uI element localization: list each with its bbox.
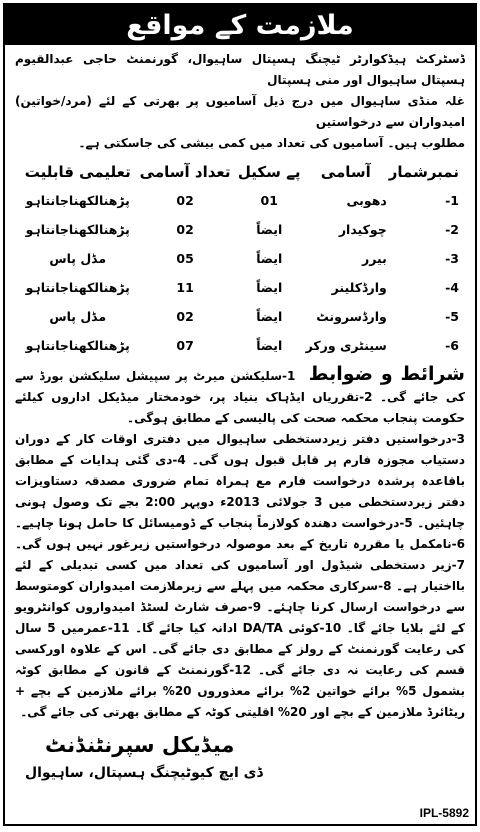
cell-pay-scale: 01 — [260, 193, 278, 208]
table-row — [20, 273, 460, 302]
page-title: ملازمت کے مواقع — [5, 5, 475, 45]
rule-item: 11-عمرمیں 5 سال کی رعایت گورنمنٹ کے رولز کے مطابق دی جائے گی۔ اس کے علاوہ اورکسی قسم کی رعایت نہ دی جائے گی۔ — [15, 621, 465, 677]
signatory-designation: میڈیکل سپرنٹنڈنٹ — [45, 733, 235, 757]
cell-count: 02 — [176, 222, 194, 237]
cell-serial: 3- — [445, 251, 459, 266]
intro-line: مطلوب ہیں۔ آسامیوں کی تعداد میں کمی بیشی کی جاسکتی ہے۔ — [78, 136, 465, 150]
cell-qualification: پڑھنالکھناجانتاہو — [25, 222, 130, 237]
column-header-pay-scale: پے سکیل — [237, 163, 301, 181]
cell-qualification: مڈل پاس — [49, 309, 107, 324]
cell-post: سینٹری ورکر — [305, 338, 387, 353]
column-header-serial: نمبرشمار — [388, 163, 459, 181]
column-header-post: آسامی — [320, 163, 371, 181]
signatory-office: ڈی ایچ کیوٹیچنگ ہسپتال، ساہیوال — [25, 765, 263, 781]
cell-post: دھوبی — [346, 193, 387, 208]
table-row — [20, 244, 460, 273]
rule-item: 1-سلیکشن میرٹ پر سپیشل سلیکشن بورڈ سے کی جائے گی۔ — [15, 369, 465, 404]
intro-line: ڈسٹرکٹ ہیڈکوارٹر ٹیچنگ ہسپتال ساہیوال، گورنمنٹ حاجی عبدالقیوم ہسپتال ساہیوال اور منی ہسپتال — [15, 52, 465, 87]
cell-serial: 2- — [445, 222, 459, 237]
cell-count: 05 — [176, 251, 194, 266]
rule-item: 6-نامکمل یا مقررہ تاریخ کے بعد موصولہ درخواستیں زیرغور نہیں ہوں گی۔ — [15, 537, 465, 551]
table-row — [20, 331, 460, 360]
cell-post: بیرر — [362, 251, 387, 266]
cell-qualification: پڑھنالکھناجانتاہو — [25, 280, 130, 295]
cell-post: چوکیدار — [338, 222, 387, 237]
rules-section — [5, 360, 475, 429]
rule-item: 2-تقرریاں ایڈہاک بنیاد پر، خودمختار میڈیکل اداروں کیلئے حکومت پنجاب محکمہ صحت کی پالیسی کے مطابق ہوگی۔ — [15, 390, 465, 425]
cell-serial: 5- — [445, 309, 459, 324]
cell-serial: 1- — [445, 193, 459, 208]
rule-item: 10-کوئی DA/TA ادانہ کیا جائے گا۔ — [135, 621, 342, 635]
intro-line: غلہ منڈی ساہیوال میں درج ذیل آسامیوں پر بھرتی کے لئے (مرد/خواتین) امیدواران سے درخواستیں — [15, 94, 465, 129]
cell-pay-scale: ایضاً — [256, 338, 283, 353]
advertisement-page — [3, 3, 477, 826]
table-header-row — [20, 158, 460, 186]
cell-qualification: پڑھنالکھناجانتاہو — [25, 193, 130, 208]
cell-pay-scale: ایضاً — [256, 280, 283, 295]
column-header-qualification: تعلیمی قابلیت — [24, 163, 131, 181]
table-row — [20, 215, 460, 244]
cell-count: 07 — [176, 338, 194, 353]
vacancy-table — [20, 158, 460, 360]
cell-serial: 6- — [445, 338, 459, 353]
rules-body — [5, 429, 475, 723]
cell-serial: 4- — [445, 280, 459, 295]
rule-item: 12-گورنمنٹ کے قانون کے مطابق کوٹہ بشمول 5% برائے خواتین 2% برائے معذوروں 20% برائے ملازمین کے بچے + ریٹائرڈ ملازمین کے بچے اور 20% اقلیتی کوٹہ کے مطابق بھرتی کی جائے گی۔ — [15, 663, 466, 719]
cell-pay-scale: ایضاً — [256, 309, 283, 324]
table-row — [20, 186, 460, 215]
rule-item: 7-زیر دستخطی شیڈول اور آسامیوں کی تعداد میں کسی تبدیلی کے لئے بااختیار ہے۔ — [15, 558, 465, 593]
column-header-count: تعداد آسامی — [139, 163, 231, 181]
cell-post: وارڈسرونٹ — [316, 309, 387, 324]
cell-count: 11 — [176, 280, 194, 295]
rule-item: 8-سرکاری محکمہ میں پہلے سے زیرملازمت امیدواران کومتوسط سے درخواست ارسال کرنا چاہئے۔ — [15, 579, 465, 614]
reference-number: IPL-5892 — [419, 806, 469, 820]
rule-item: 4-دی گئی ہدایات کے مطابق باقاعدہ پرشدہ درخواست فارم مع ہمراہ تمام ضروری مصدقہ دستاویزات دفتر زیردستخطی میں 3 جولائی 2013ء دوپہر 2:00 بجے تک وصول ہونی چاہئیں۔ — [15, 453, 465, 530]
rule-item: 3-درخواستیں دفتر زیردستخطی ساہیوال میں دفتری اوقات کار کے دوران دستیاب مجوزہ فارم پر قابل قبول ہوں گی۔ — [15, 432, 465, 467]
cell-post: وارڈکلینر — [331, 280, 387, 295]
rule-item: 9-صرف شارٹ لسٹڈ امیدواروں کوانٹرویو کے لئے بلایا جائے گا۔ — [15, 600, 465, 635]
rules-heading: شرائط و ضوابط — [308, 363, 465, 385]
cell-pay-scale: ایضاً — [256, 222, 283, 237]
cell-qualification: مڈل پاس — [49, 251, 107, 266]
cell-qualification: پڑھنالکھناجانتاہو — [25, 338, 130, 353]
cell-count: 02 — [176, 309, 194, 324]
rule-item: 5-درخواست دھندہ کولازماً پنجاب کے ڈومیسائل کا حامل ہونا چاہیے۔ — [15, 516, 413, 530]
cell-pay-scale: ایضاً — [256, 251, 283, 266]
intro-paragraph — [5, 45, 475, 154]
table-row — [20, 302, 460, 331]
cell-count: 02 — [176, 193, 194, 208]
